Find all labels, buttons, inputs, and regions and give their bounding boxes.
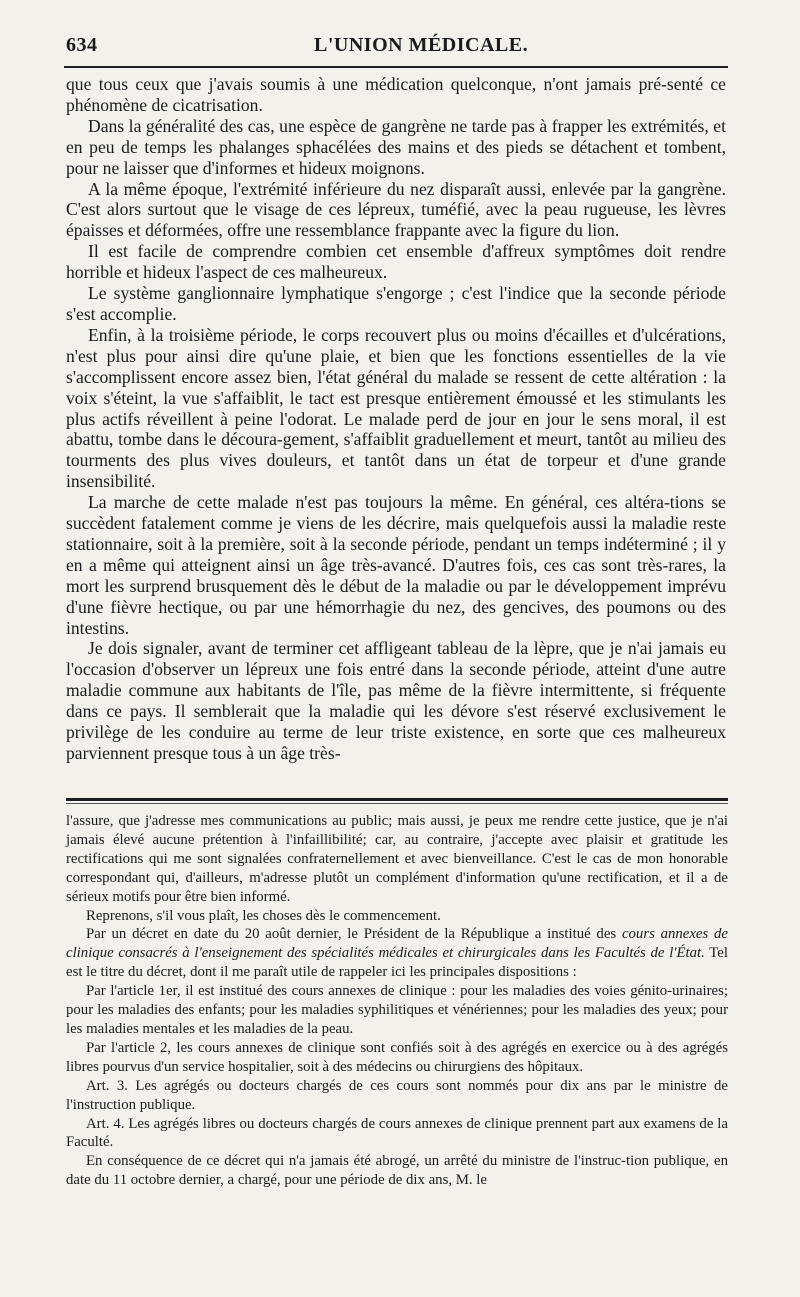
paragraph: Je dois signaler, avant de terminer cet affligeant tableau de la lèpre, que je n'ai jamais eu l'occasion d'observer un lépreux une fois entré dans la seconde période, atteint d'une autre maladie commune aux habitants de l'île, pas même de la fièvre intermittente, si fréquente dans ce pays. Il semblerait que la maladie qui les dévore s'est réservé exclusivement le privilège de les conduire au terme de leur triste existence, en sorte que ces malheureux parviennent presque tous à un âge très-	[66, 638, 726, 763]
note-paragraph: Reprenons, s'il vous plaît, les choses dès le commencement.	[86, 907, 441, 924]
main-text	[66, 74, 726, 764]
note-paragraph	[66, 925, 728, 982]
paragraph: Enfin, à la troisième période, le corps recouvert plus ou moins d'écailles et d'ulcérations, n'est plus pour ainsi dire qu'une plaie, et bien que les fonctions essentielles de la vie s'accomplissent encore assez bien, l'état général du malade se ressent de cette altération : la voix s'éteint, la vue s'affaiblit, le tact est presque entièrement émoussé et les stimulants les plus actifs réveillent à peine l'odorat. Le malade perd de jour en jour le sens moral, il est abattu, tombe dans le découra-gement, s'affaiblit graduellement et meurt, tantôt au milieu des tourments des plus vives douleurs, et tantôt dans un état de torpeur et d'une grande insensibilité.	[66, 324, 726, 492]
feuilleton-text	[66, 812, 728, 1190]
note-paragraph: Par l'article 2, les cours annexes de clinique sont confiés soit à des agrégés en exercice ou à des agrégés libres pourvus d'un service hospitalier, soit à des médecins ou chirurgiens des hôpitaux.	[66, 1039, 728, 1075]
paragraph: La marche de cette malade n'est pas toujours la même. En général, ces altéra-tions se succèdent fatalement comme je viens de les décrire, mais quelquefois aussi la maladie reste stationnaire, soit à la première, soit à la seconde période, pendant un temps indéterminé ; il y en a même qui atteignent ainsi un âge très-avancé. D'autres fois, ces cas sont très-rares, la mort les surprend brusquement dès le début de la maladie ou par le développement imprévu d'une fièvre hectique, ou par une hémorrhagie du nez, des gencives, des poumons ou des intestins.	[66, 492, 726, 638]
decree-title: cours annexes de clinique consacrés à l'enseignement des spécialités médicales et chirurgicales dans les Facultés de l'État.	[66, 926, 729, 962]
paragraph: Dans la généralité des cas, une espèce de gangrène ne tarde pas à frapper les extrémités, et en peu de temps les phalanges sphacélées des mains et des pieds se détachent et tombent, pour ne laisser que d'informes et hideux moignons.	[66, 115, 726, 178]
paragraph: Le système ganglionnaire lymphatique s'engorge ; c'est l'indice que la seconde période s'est accomplie.	[66, 283, 726, 324]
note-text: Par un décret en date du 20 août dernier, le Président de la République a institué des	[86, 926, 617, 943]
note-paragraph: Par l'article 1er, il est institué des cours annexes de clinique : pour les maladies des voies génito-urinaires; pour les maladies des enfants; pour les maladies syphilitiques et vénériennes; pour les maladies des yeux; pour les maladies mentales et les maladies de la peau.	[66, 983, 728, 1037]
note-text: Tel est le titre du décret, dont il me paraît utile de rappeler ici les principales dispositions :	[66, 945, 728, 981]
page-number: 634	[66, 34, 98, 56]
note-paragraph: Art. 4. Les agrégés libres ou docteurs chargés de cours annexes de clinique prennent part aux examens de la Faculté.	[66, 1115, 728, 1151]
section-rule-thin	[66, 803, 728, 804]
paragraph: Il est facile de comprendre combien cet ensemble d'affreux symptômes doit rendre horrible et hideux l'aspect de ces malheureux.	[66, 241, 726, 283]
section-rule	[66, 798, 728, 801]
note-paragraph: En conséquence de ce décret qui n'a jamais été abrogé, un arrêté du ministre de l'instruc-tion publique, en date du 11 octobre dernier, a chargé, pour une période de dix ans, M. le	[66, 1153, 728, 1189]
paragraph: A la même époque, l'extrémité inférieure du nez disparaît aussi, enlevée par la gangrène. C'est alors surtout que le visage de ces lépreux, tuméfié, avec la peau rugueuse, les lèvres épaisses et déformées, offre une ressemblance frappante avec la figure du lion.	[66, 178, 726, 241]
paragraph: que tous ceux que j'avais soumis à une médication quelconque, n'ont jamais pré-senté ce phénomène de cicatrisation.	[66, 74, 726, 115]
running-title: L'UNION MÉDICALE.	[314, 34, 529, 56]
note-paragraph: l'assure, que j'adresse mes communications au public; mais aussi, je peux me rendre cette justice, que je n'ai jamais élevé aucune prétention à l'infaillibilité; car, au contraire, j'accepte avec plaisir et gratitude les rectifications qui me sont signalées confraternellement et avec bienveillance. C'est le cas de mon honorable correspondant qui, d'ailleurs, m'adresse plutôt un complément d'information qu'une rectification, et il a de sérieux motifs pour être bien informé.	[66, 813, 728, 905]
header-rule	[64, 66, 728, 68]
page-header	[66, 34, 726, 64]
note-paragraph: Art. 3. Les agrégés ou docteurs chargés de ces cours sont nommés pour dix ans par le ministre de l'instruction publique.	[66, 1077, 728, 1113]
